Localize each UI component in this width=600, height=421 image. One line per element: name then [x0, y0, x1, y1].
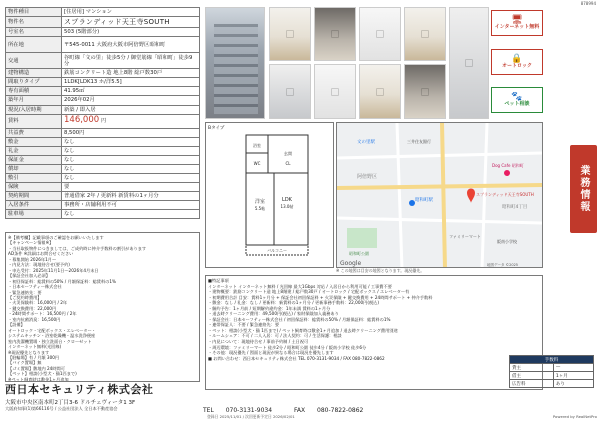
remark-line: 【ペット】相談(小型犬・猫1匹まで) [8, 371, 77, 377]
info-row [6, 17, 200, 28]
remark-line: 【バイク置場】無 [8, 360, 42, 366]
fee-label: 借主 [510, 372, 554, 380]
info-row [6, 128, 200, 137]
paw-icon: 🐾 [511, 91, 523, 102]
room-photo-8[interactable] [404, 64, 446, 119]
company-address: 大阪市中央区南本町2丁目3-6 ドルチェヴィータ1 3F [5, 400, 136, 406]
area-map[interactable] [336, 122, 543, 268]
info-value: なし [62, 210, 200, 219]
room-photo-6[interactable] [314, 64, 356, 119]
info-label: 敷金 [6, 137, 62, 146]
fp-ldk-label: LDK [282, 197, 292, 203]
info-value: なし [62, 173, 200, 182]
note-line: ・退去時クリーニング費用：49,500円(税込) / 家財保険加入義務あり [208, 311, 339, 317]
fee-value: 1ヶ月 [553, 372, 593, 380]
photo-icon [465, 59, 473, 67]
rent-unit: 円 [101, 118, 107, 125]
info-label: 礼金 [6, 146, 62, 155]
room-photo-7[interactable] [359, 64, 401, 119]
company-block [5, 381, 200, 412]
info-label: 入居条件 [6, 201, 62, 210]
info-value: 503 (5階部分) [62, 28, 200, 37]
info-row [6, 8, 200, 17]
map-area2-label: 昭和町4丁目 [502, 205, 528, 210]
remark-line: AD条件 ※詳細はお問合せください [8, 251, 74, 257]
fee-label: 広告料 [510, 380, 554, 388]
fee-table [509, 355, 594, 388]
floorplan-type-label: Bタイプ [208, 126, 225, 131]
info-value: 谷町線「文の里」徒歩5分 / 御堂筋線「昭和町」徒歩9分 [62, 53, 200, 69]
business-info-tab[interactable]: 業務情報 [570, 145, 597, 233]
note-line: ・ペット：相談(小型犬・猫 1匹まで) / ペット飼育時は敷金1ヶ月追加 / 退去時クリーニング費用別途 [208, 327, 398, 333]
remark-line: ・内見方法：現地待合せ(要予約) [8, 262, 70, 268]
map-note: ※ この地図は目安の地図となります。現況優先。 [336, 268, 425, 273]
company-license: 大阪府知事(1)第66116号 / 公益社団法人 全日本不動産協会 [5, 406, 118, 411]
info-value: 8,500円 [62, 128, 200, 137]
remark-line: 室内洗濯機置場・独立洗面台・クローゼット [8, 338, 92, 344]
fee-value: あり [553, 380, 593, 388]
room-photo-9[interactable] [449, 7, 489, 119]
fp-closet-label: CL [285, 161, 291, 166]
fee-table-header: 手数料 [510, 356, 594, 364]
info-value [62, 114, 200, 128]
info-value: 1LDK[LDK13 ホ/洋5.5] [62, 78, 200, 87]
remark-line: ・募集開始 2026年1月～ [8, 256, 57, 262]
info-label: 築年月 [6, 96, 62, 105]
remark-line: ・初回保証料：総賃料の50% / 月額保証料：総賃料の1% [8, 278, 116, 284]
map-target-label: スプランディッド天王寺SOUTH [476, 192, 534, 197]
photo-icon [286, 30, 294, 38]
photo-icon [376, 30, 384, 38]
room-photo-2[interactable] [314, 7, 356, 61]
remarks-box [5, 232, 200, 382]
info-row [6, 37, 200, 53]
info-label: 間取りタイプ [6, 78, 62, 87]
note-line: ■特記事項 [208, 278, 229, 283]
map-area1-label: 阿倍野区 [357, 174, 378, 180]
photo-icon [331, 30, 339, 38]
info-value: 普通借家 2年 / 更新料 新賃料の1ヶ月分 [62, 192, 200, 201]
info-value: なし [62, 146, 200, 155]
fee-label: 貸主 [510, 364, 554, 372]
fee-row [510, 364, 594, 372]
info-row [6, 183, 200, 192]
company-contact [203, 407, 383, 414]
info-row [6, 105, 200, 114]
room-photo-3[interactable] [359, 7, 401, 61]
info-row [6, 53, 200, 69]
photo-icon [421, 88, 429, 96]
info-row [6, 114, 200, 128]
computer-icon: 🖥 [511, 14, 523, 25]
remark-line: 【ご契約時費用】 [8, 294, 42, 300]
lock-icon: 🔒 [511, 53, 523, 64]
floor-plan[interactable] [205, 122, 334, 268]
note-line: ・連帯保証人：不要 / 緊急連絡先：要 [208, 322, 280, 328]
remark-line: ・申込受付：2025年11月1日～2026年4月末日 [8, 267, 99, 273]
info-label: 保険 [6, 183, 62, 192]
fp-balcony-label: バルコニー [267, 248, 287, 253]
info-label: 所在地 [6, 37, 62, 53]
note-line: ■ お問い合わせ：西日本セキュリティ株式会社 TEL 070-3131-9034 / FAX 080-7822-0862 [208, 355, 385, 361]
info-value: 鉄筋コンクリート造 地上8階 総戸数30戸 [62, 69, 200, 78]
info-label: 敷引 [6, 173, 62, 182]
info-value: [住居用] マンション [62, 8, 200, 17]
note-line: ・保証会社：日本セーフティー株式会社 / 初回保証料：総賃料の50% / 月額保証料：総賃料の1% [208, 316, 391, 322]
info-label: 現況/入居時期 [6, 105, 62, 114]
info-value: スプランディッド天王寺SOUTH [62, 17, 200, 28]
fee-row [510, 380, 594, 388]
fax-number: FAX 080-7822-0862 [293, 407, 364, 414]
remark-line: 【保証会社加入必須】 [8, 273, 50, 279]
info-value: 要 [62, 183, 200, 192]
footer-left: 登録日 2025/11/01 / 次回更新予定日 2026/02/01 [207, 414, 295, 419]
info-row [6, 137, 200, 146]
info-row [6, 28, 200, 37]
document-id: 878994 [580, 1, 596, 6]
fp-bath-label: 浴室 [253, 143, 261, 148]
info-row [6, 87, 200, 96]
note-line: ・その他：現況優先 / 図面と現況が異なる場合は現況を優先します [208, 350, 334, 356]
photo-icon [286, 88, 294, 96]
remark-line: オートロック・宅配ボックス・エレベーター・ [8, 327, 96, 333]
info-value: 新築 / 即入居 [62, 105, 200, 114]
internet-free-badge: 🖥 インターネット無料 [491, 10, 543, 36]
fp-ldk-size: 13.0帖 [280, 204, 294, 209]
remark-line: ・室内抗菌消臭：16,500円 [8, 316, 61, 322]
remark-line: ・鍵交換費用：22,000円 [8, 305, 57, 311]
info-label: 償却 [6, 164, 62, 173]
footer [207, 414, 597, 420]
info-value: なし [62, 155, 200, 164]
info-value: 〒545-0011 大阪府大阪市阿倍野区昭和町 [62, 37, 200, 53]
map-school-label: 阪南小学校 [497, 239, 517, 244]
fee-row [510, 372, 594, 380]
remark-line: ※【備考欄】記載事項のご確認をお願いいたします [8, 235, 104, 240]
building-exterior-photo[interactable] [205, 7, 265, 119]
fp-western-size: 5.5帖 [254, 206, 266, 211]
photo-icon [421, 30, 429, 38]
info-value: 事務所・店舗利用不可 [62, 201, 200, 210]
room-photo-4[interactable] [404, 7, 446, 61]
company-name: 西日本セキュリティ株式会社 [5, 383, 154, 396]
floorplan-outline [246, 135, 308, 245]
note-line: ・周辺環境：ファミリーマート 徒歩2分 / 昭和町公園 徒歩4分 / 阪南小学校 徒歩6分 [208, 344, 367, 350]
info-value: 2026年02月 [62, 96, 200, 105]
note-line: ・内見について：現地待合せ / 事前予約制 / 土日祝可 [208, 339, 309, 345]
info-row [6, 201, 200, 210]
info-row [6, 210, 200, 219]
rent-price: 146,000 [64, 115, 100, 126]
info-row [6, 78, 200, 87]
map-copyright: 地図データ ©2025 [487, 263, 519, 267]
pet-ok-badge: 🐾 ペット相談 [491, 87, 543, 113]
remark-line: ※現況優先となります [8, 349, 50, 355]
info-row [6, 173, 200, 182]
info-label: 共益費 [6, 128, 62, 137]
room-photo-1[interactable] [269, 7, 311, 61]
special-notes-box [205, 275, 543, 390]
fp-western-label: 洋室 [254, 199, 266, 205]
info-label: 建物構造 [6, 69, 62, 78]
photo-icon [331, 88, 339, 96]
note-line: ・敷金：なし / 礼金：なし / 更新料：新賃料の1ヶ月分 / 更新事務手数料：22,000円(税込) [208, 300, 379, 306]
map-park-label: 昭和町公園 [349, 251, 369, 256]
info-row [6, 69, 200, 78]
remark-line: インターネット無料(光回線) [8, 344, 62, 350]
info-label: 物件名 [6, 17, 62, 28]
room-photo-5[interactable] [269, 64, 311, 119]
note-line: ・解約予告：1ヶ月前 / 短期解約違約金：1年未満 賃料の1ヶ月分 [208, 305, 331, 311]
info-label: 賃料 [6, 114, 62, 128]
map-drawing [337, 123, 543, 268]
remark-line: 【駐輪場】有 / 月額 300円 [8, 354, 60, 360]
note-line: ・ルームシェア：不可 / 二人入居：可 / 法人契約：可 / 生活保護：相談 [208, 333, 342, 339]
remark-line: ・火災保険料：16,000円 / 2年 [8, 300, 68, 306]
remark-line: 【キャンペーン情報※】 [8, 240, 54, 246]
info-row [6, 146, 200, 155]
info-row [6, 96, 200, 105]
note-line: インターネット インターネット無料 / 光回線 最大1Gbps 対応 / 入居日から利用可能 / 工事費不要 [208, 283, 392, 289]
photo-icon [376, 88, 384, 96]
google-logo: Google [340, 260, 362, 267]
note-line: ・建物概要：鉄筋コンクリート造 地上8階建 / 総戸数30戸 / オートロック / 宅配ボックス / エレベーター有 [208, 289, 410, 295]
fee-value: — [553, 364, 593, 372]
remark-line: ・当社取扱物件につきましては、ご成約時に仲介手数料の割引があります [8, 245, 147, 251]
fp-wc-label: WC [253, 161, 261, 166]
map-station-label: 昭和町駅 [415, 198, 433, 203]
info-value: なし [62, 137, 200, 146]
info-label: 号室名 [6, 28, 62, 37]
photo-gallery [205, 7, 543, 119]
cafe-icon [504, 170, 510, 176]
tel-number[interactable]: TEL 070-3131-9034 [203, 407, 273, 414]
info-row [6, 155, 200, 164]
info-label: 駐車場 [6, 210, 62, 219]
note-line: ・初期費用合計 目安：賃料1ヶ月分 + 保証会社初回保証料 + 火災保険 + 鍵交換費用 + 24時間サポート + 仲介手数料 [208, 294, 433, 300]
fp-entrance-label: 玄関 [284, 151, 292, 156]
info-value: なし [62, 164, 200, 173]
info-label: 交通 [6, 53, 62, 69]
map-store-label: ファミリーマート [449, 234, 481, 239]
info-label: 専有面積 [6, 87, 62, 96]
map-cafe-label: Dog Cafe 昭和町 [492, 163, 524, 168]
map-park [347, 228, 377, 248]
info-label: 保証金 [6, 155, 62, 164]
autolock-badge: 🔒 オートロック [491, 49, 543, 75]
map-station2-label: 文の里駅 [357, 140, 375, 145]
remark-line: ※ペット飼育時は敷金1ヶ月追加 [8, 376, 69, 382]
info-value: 41.95㎡ [62, 87, 200, 96]
info-row [6, 192, 200, 201]
map-bank-label: 三井住友銀行 [407, 139, 431, 144]
building-window-pattern [214, 24, 258, 114]
info-label: 物件種目 [6, 8, 62, 17]
remark-line: ・日本セーフティー株式会社 [8, 284, 62, 290]
remark-line: 【ゴミ置場】敷地内 24時間可 [8, 365, 65, 371]
floorplan-drawing [206, 123, 335, 269]
remark-line: ・緊急連絡先：要 [8, 289, 42, 295]
footer-right: Powered by RealNetPro [552, 414, 597, 419]
info-row [6, 164, 200, 173]
info-label: 契約期間 [6, 192, 62, 201]
remark-line: 【設備】 [8, 322, 25, 328]
property-info-table [5, 7, 200, 219]
remark-line: ・24時間サポート：16,500円 / 2年 [8, 311, 77, 317]
remark-line: システムキッチン・浴室乾燥機・温水洗浄便座 [8, 333, 96, 339]
